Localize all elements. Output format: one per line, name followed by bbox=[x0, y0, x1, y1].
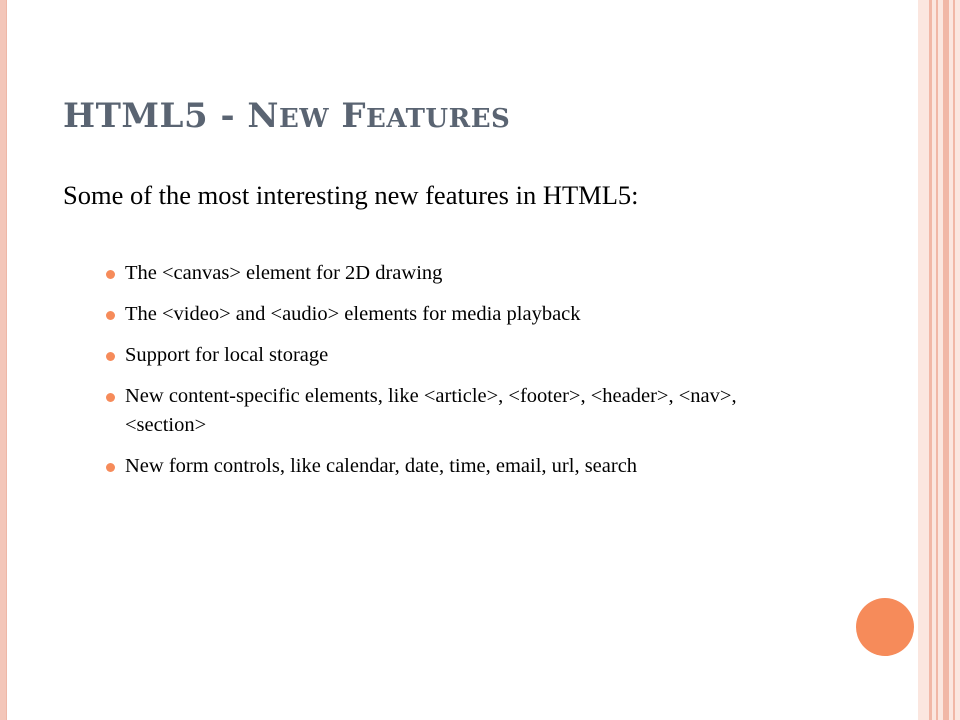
bullet-dot-icon bbox=[106, 463, 115, 472]
bullet-dot-icon bbox=[106, 311, 115, 320]
bullet-list bbox=[106, 259, 806, 493]
title-segment: F bbox=[329, 96, 367, 136]
frame-stripe bbox=[929, 0, 932, 720]
bullet-text: Support for local storage bbox=[125, 344, 329, 366]
bullet-item bbox=[106, 300, 806, 329]
bullet-item bbox=[106, 341, 806, 370]
bullet-dot-icon bbox=[106, 393, 115, 402]
bullet-text: New content-specific elements, like <article>, <footer>, <header>, <nav>, <section> bbox=[125, 385, 737, 436]
slide-title bbox=[63, 96, 510, 136]
title-segment: EATURES bbox=[366, 104, 511, 134]
bullet-item bbox=[106, 452, 806, 481]
bullet-dot-icon bbox=[106, 270, 115, 279]
frame-stripe bbox=[953, 0, 955, 720]
frame-stripe bbox=[943, 0, 949, 720]
frame-stripe bbox=[936, 0, 938, 720]
title-segment: EW bbox=[279, 104, 330, 134]
title-segment: HTML5 - N bbox=[63, 96, 279, 136]
bullet-text: The <video> and <audio> elements for media playback bbox=[125, 303, 581, 325]
accent-circle bbox=[856, 598, 914, 656]
bullet-dot-icon bbox=[106, 352, 115, 361]
intro-text: Some of the most interesting new features in HTML5: bbox=[63, 180, 639, 210]
bullet-item bbox=[106, 259, 806, 288]
bullet-text: New form controls, like calendar, date, time, email, url, search bbox=[125, 455, 638, 477]
bullet-text: The <canvas> element for 2D drawing bbox=[125, 262, 443, 284]
right-frame-bars bbox=[918, 0, 960, 720]
left-frame-bar bbox=[0, 0, 7, 720]
bullet-item bbox=[106, 382, 806, 440]
